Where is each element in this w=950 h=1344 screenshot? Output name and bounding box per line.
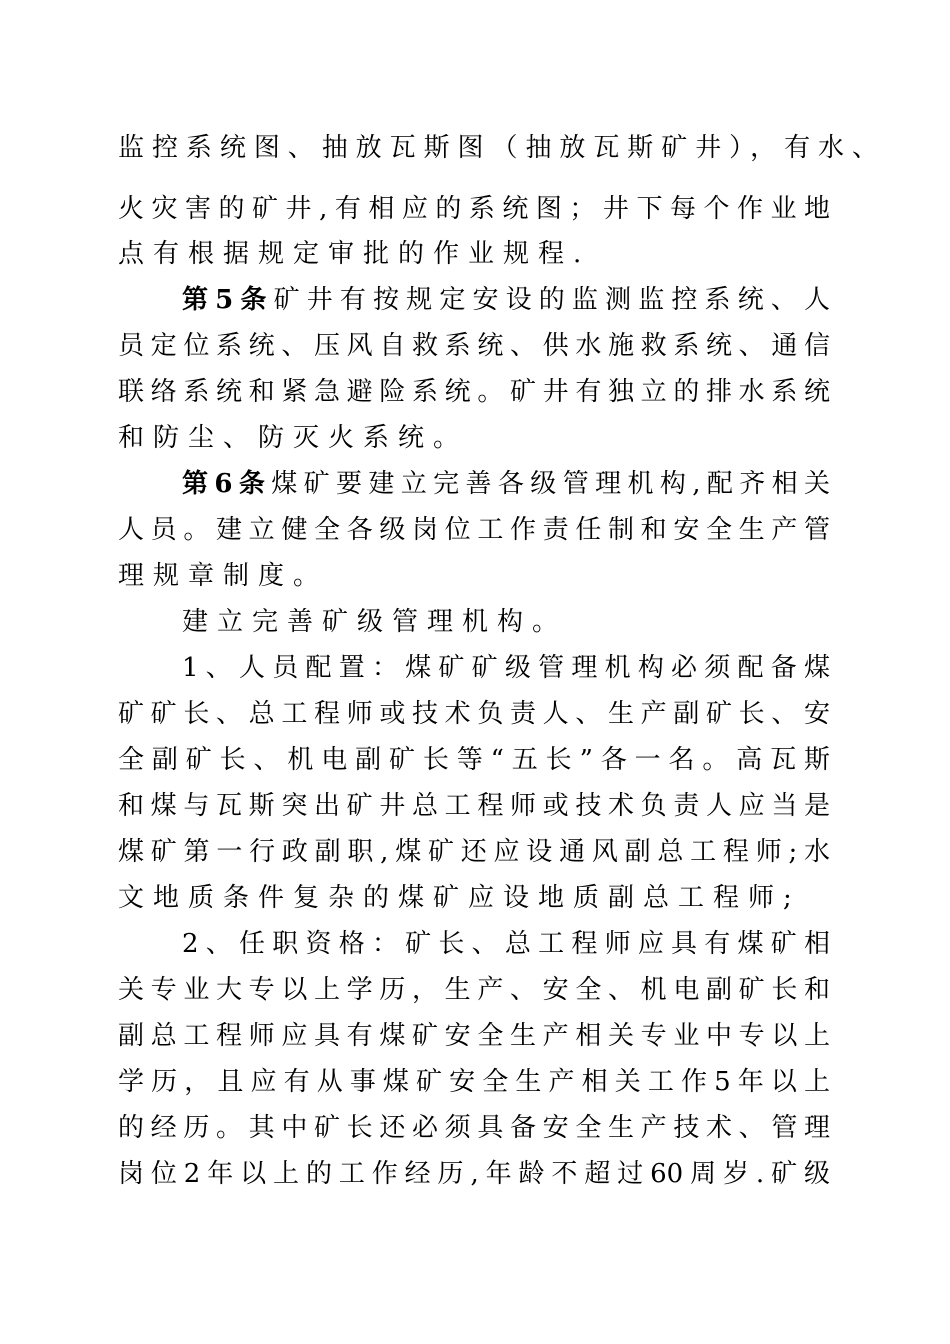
body-text-line: 人员。建立健全各级岗位工作责任制和安全生产管 (118, 515, 830, 545)
body-text-line: 全副矿长、机电副矿长等“五长”各一名。高瓦斯 (118, 745, 830, 775)
body-text-line: 矿矿长、总工程师或技术负责人、生产副矿长、安 (118, 699, 830, 729)
body-text-line: 员定位系统、压风自救系统、供水施救系统、通信 (118, 331, 830, 361)
body-text-line: 火灾害的矿井,有相应的系统图；井下每个作业地 (118, 194, 830, 224)
article-5-label: 第5条 (182, 285, 274, 315)
body-text-line: 副总工程师应具有煤矿安全生产相关专业中专以上 (118, 1021, 830, 1051)
body-text-line: 矿井有按规定安设的监测监控系统、人 (273, 285, 830, 315)
article-6-paragraph-start (182, 466, 830, 502)
body-text-line: 联络系统和紧急避险系统。矿井有独立的排水系统 (118, 377, 830, 407)
body-text-line: 和防尘、防灭火系统。 (118, 423, 469, 453)
body-text-line: 点有根据规定审批的作业规程. (118, 239, 591, 269)
body-text-line: 1、人员配置：煤矿矿级管理机构必须配备煤 (182, 653, 830, 683)
body-text-line: 建立完善矿级管理机构。 (182, 607, 568, 637)
article-6-label: 第6条 (182, 469, 272, 499)
article-5-paragraph-start (182, 282, 830, 318)
body-text-line: 理规章制度。 (118, 561, 329, 591)
body-text-line: 的经历。其中矿长还必须具备安全生产技术、管理 (118, 1113, 830, 1143)
body-text-line: 煤矿第一行政副职,煤矿还应设通风副总工程师;水 (118, 837, 830, 867)
body-text-line: 和煤与瓦斯突出矿井总工程师或技术负责人应当是 (118, 791, 830, 821)
body-text-line: 关专业大专以上学历，生产、安全、机电副矿长和 (118, 975, 830, 1005)
body-text-line: 监控系统图、抽放瓦斯图（抽放瓦斯矿井），有水、 (118, 133, 878, 163)
body-text-line: 煤矿要建立完善各级管理机构,配齐相关 (271, 469, 831, 499)
body-text-line: 学历，且应有从事煤矿安全生产相关工作5年以上 (118, 1067, 830, 1097)
body-text-line: 文地质条件复杂的煤矿应设地质副总工程师; (118, 883, 801, 913)
body-text-line: 2、任职资格：矿长、总工程师应具有煤矿相 (182, 929, 830, 959)
body-text-line: 岗位2年以上的工作经历,年龄不超过60周岁.矿级 (118, 1159, 830, 1189)
